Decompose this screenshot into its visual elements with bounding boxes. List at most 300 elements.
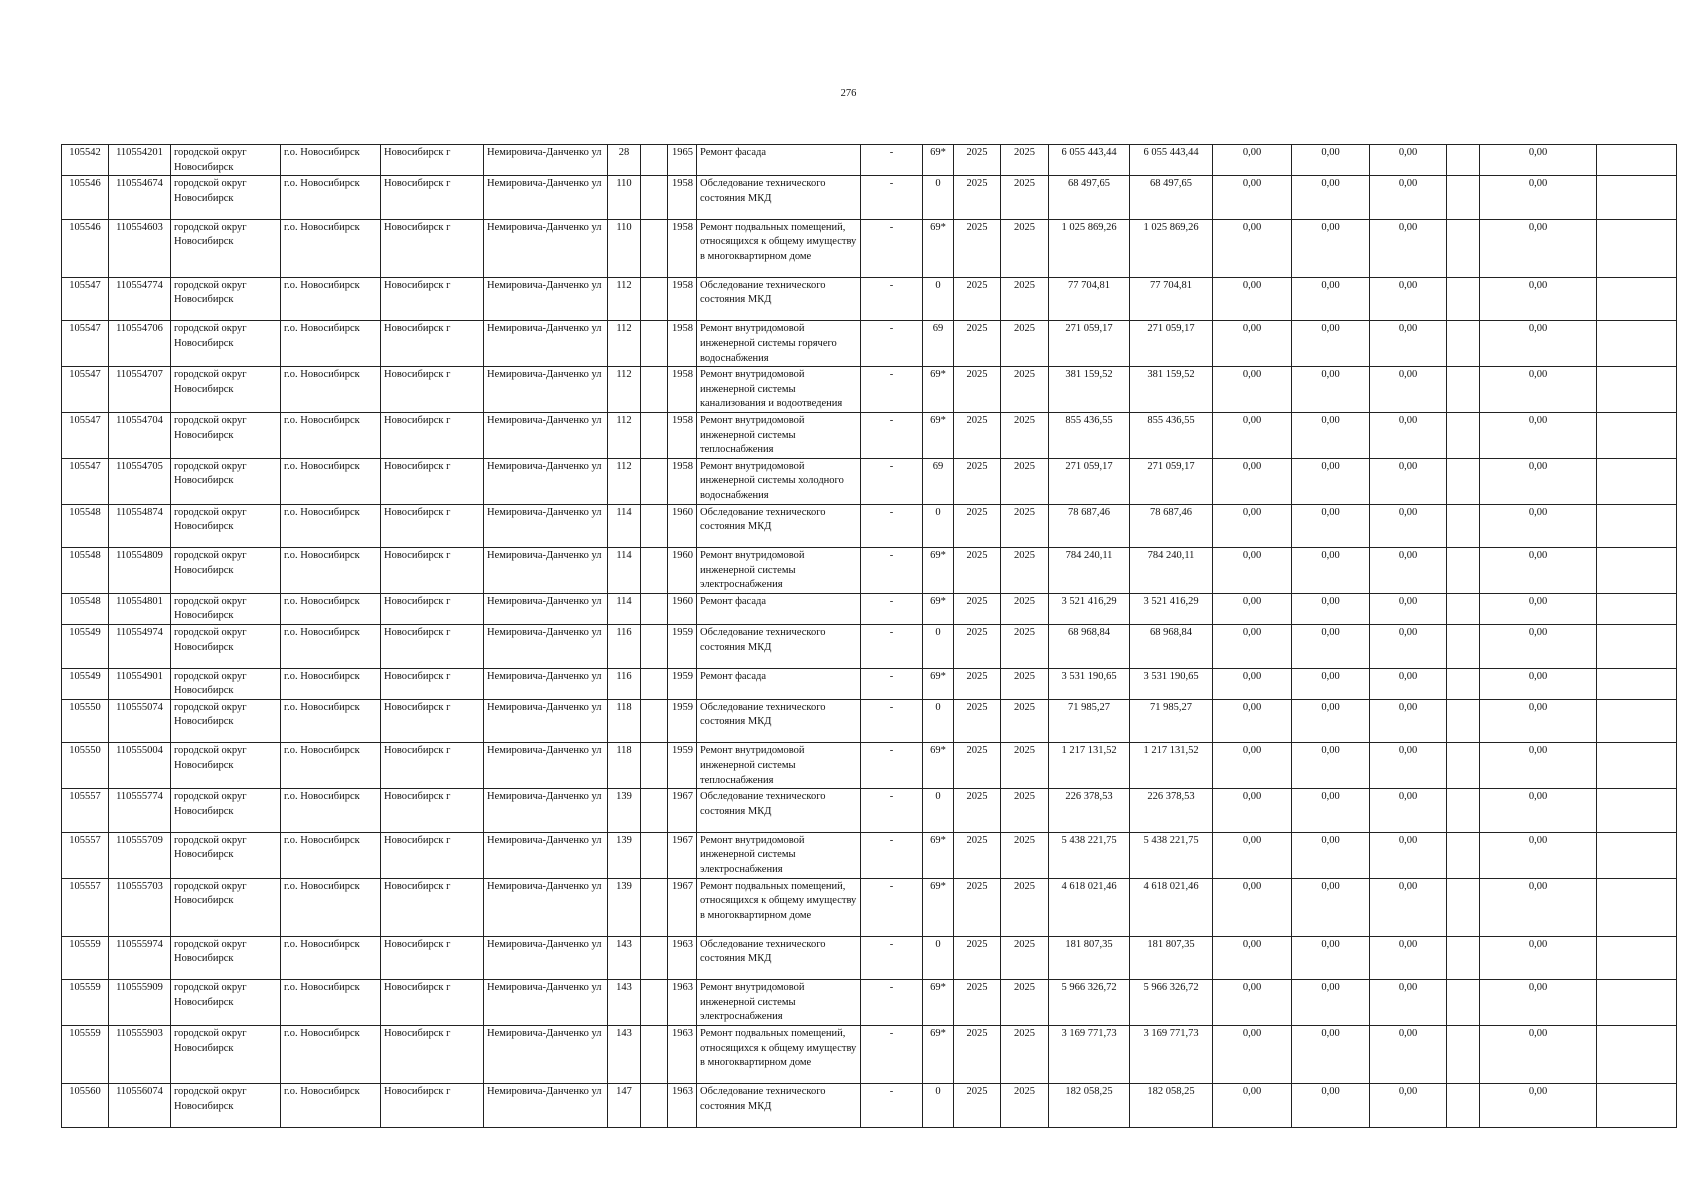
row-city: Новосибирск г [381, 145, 484, 176]
row-unit: - [861, 878, 923, 936]
row-value-2: 0,00 [1292, 412, 1370, 458]
row-street: Немировича-Данченко ул [484, 1025, 608, 1083]
row-id: 105547 [62, 412, 109, 458]
row-value-1: 0,00 [1213, 699, 1292, 743]
row-year-start: 2025 [954, 219, 1001, 277]
row-cost-total: 855 436,55 [1049, 412, 1130, 458]
row-value-6 [1597, 176, 1677, 220]
row-street: Немировича-Данченко ул [484, 277, 608, 321]
row-work-type: Ремонт подвальных помещений, относящихся к общему имуществу в многоквартирном доме [697, 1025, 861, 1083]
row-value-5: 0,00 [1480, 277, 1597, 321]
row-street: Немировича-Данченко ул [484, 1083, 608, 1127]
row-value-3: 0,00 [1370, 789, 1447, 833]
row-work-type: Ремонт фасада [697, 145, 861, 176]
row-id: 105547 [62, 277, 109, 321]
row-value-5: 0,00 [1480, 548, 1597, 594]
row-code: 110554201 [109, 145, 171, 176]
row-code: 110555974 [109, 936, 171, 980]
row-value-1: 0,00 [1213, 219, 1292, 277]
row-year-end: 2025 [1001, 878, 1049, 936]
row-unit: - [861, 668, 923, 699]
row-cost-total: 271 059,17 [1049, 321, 1130, 367]
row-value-5: 0,00 [1480, 367, 1597, 413]
row-value-6 [1597, 789, 1677, 833]
row-year-end: 2025 [1001, 145, 1049, 176]
row-city: Новосибирск г [381, 504, 484, 548]
row-house: 139 [608, 832, 641, 878]
row-id: 105549 [62, 625, 109, 669]
row-cost-total: 181 807,35 [1049, 936, 1130, 980]
row-year-end: 2025 [1001, 668, 1049, 699]
row-cost-regional: 4 618 021,46 [1130, 878, 1213, 936]
row-year-end: 2025 [1001, 743, 1049, 789]
row-value-4 [1447, 878, 1480, 936]
row-street: Немировича-Данченко ул [484, 321, 608, 367]
row-value-3: 0,00 [1370, 277, 1447, 321]
table-row [62, 593, 1677, 624]
row-value-2: 0,00 [1292, 219, 1370, 277]
row-okrug: г.о. Новосибирск [281, 878, 381, 936]
row-value-4 [1447, 176, 1480, 220]
row-year-start: 2025 [954, 277, 1001, 321]
row-building-letter [641, 980, 668, 1026]
row-city: Новосибирск г [381, 277, 484, 321]
row-value-1: 0,00 [1213, 1025, 1292, 1083]
row-city: Новосибирск г [381, 548, 484, 594]
row-id: 105559 [62, 980, 109, 1026]
row-building-letter [641, 789, 668, 833]
row-indicator: 69 [923, 458, 954, 504]
row-unit: - [861, 145, 923, 176]
row-id: 105557 [62, 878, 109, 936]
row-cost-regional: 182 058,25 [1130, 1083, 1213, 1127]
row-work-type: Обследование технического состояния МКД [697, 936, 861, 980]
row-work-type: Обследование технического состояния МКД [697, 504, 861, 548]
row-value-1: 0,00 [1213, 145, 1292, 176]
row-cost-regional: 271 059,17 [1130, 321, 1213, 367]
table-row [62, 625, 1677, 669]
row-cost-total: 78 687,46 [1049, 504, 1130, 548]
row-cost-total: 5 438 221,75 [1049, 832, 1130, 878]
row-value-1: 0,00 [1213, 367, 1292, 413]
row-code: 110554874 [109, 504, 171, 548]
row-building-letter [641, 625, 668, 669]
row-street: Немировича-Данченко ул [484, 789, 608, 833]
row-value-3: 0,00 [1370, 878, 1447, 936]
row-cost-regional: 226 378,53 [1130, 789, 1213, 833]
row-cost-total: 3 521 416,29 [1049, 593, 1130, 624]
row-street: Немировича-Данченко ул [484, 145, 608, 176]
row-municipality: городской округ Новосибирск [171, 936, 281, 980]
row-value-5: 0,00 [1480, 593, 1597, 624]
row-value-5: 0,00 [1480, 219, 1597, 277]
row-unit: - [861, 412, 923, 458]
row-value-6 [1597, 145, 1677, 176]
row-indicator: 69* [923, 145, 954, 176]
row-value-3: 0,00 [1370, 548, 1447, 594]
row-house: 112 [608, 277, 641, 321]
table-row [62, 277, 1677, 321]
row-year-start: 2025 [954, 504, 1001, 548]
row-work-type: Ремонт внутридомовой инженерной системы теплоснабжения [697, 412, 861, 458]
row-value-2: 0,00 [1292, 668, 1370, 699]
row-value-6 [1597, 219, 1677, 277]
row-id: 105542 [62, 145, 109, 176]
row-value-1: 0,00 [1213, 832, 1292, 878]
row-okrug: г.о. Новосибирск [281, 743, 381, 789]
row-value-1: 0,00 [1213, 277, 1292, 321]
row-cost-total: 1 217 131,52 [1049, 743, 1130, 789]
row-cost-total: 77 704,81 [1049, 277, 1130, 321]
row-value-3: 0,00 [1370, 458, 1447, 504]
row-year-end: 2025 [1001, 980, 1049, 1026]
row-cost-total: 3 531 190,65 [1049, 668, 1130, 699]
row-house: 110 [608, 176, 641, 220]
row-okrug: г.о. Новосибирск [281, 548, 381, 594]
row-cost-regional: 1 217 131,52 [1130, 743, 1213, 789]
table-row [62, 176, 1677, 220]
row-indicator: 0 [923, 699, 954, 743]
row-code: 110555004 [109, 743, 171, 789]
row-value-3: 0,00 [1370, 176, 1447, 220]
row-cost-regional: 181 807,35 [1130, 936, 1213, 980]
row-okrug: г.о. Новосибирск [281, 412, 381, 458]
row-municipality: городской округ Новосибирск [171, 699, 281, 743]
row-build-year: 1963 [668, 1025, 697, 1083]
row-value-2: 0,00 [1292, 145, 1370, 176]
row-id: 105546 [62, 176, 109, 220]
row-value-4 [1447, 412, 1480, 458]
row-value-4 [1447, 668, 1480, 699]
row-okrug: г.о. Новосибирск [281, 1025, 381, 1083]
row-building-letter [641, 277, 668, 321]
row-okrug: г.о. Новосибирск [281, 277, 381, 321]
row-value-4 [1447, 1083, 1480, 1127]
row-cost-regional: 271 059,17 [1130, 458, 1213, 504]
row-street: Немировича-Данченко ул [484, 548, 608, 594]
row-year-end: 2025 [1001, 367, 1049, 413]
row-value-5: 0,00 [1480, 832, 1597, 878]
row-build-year: 1960 [668, 593, 697, 624]
row-code: 110555074 [109, 699, 171, 743]
row-unit: - [861, 458, 923, 504]
row-cost-regional: 381 159,52 [1130, 367, 1213, 413]
row-street: Немировича-Данченко ул [484, 458, 608, 504]
row-building-letter [641, 668, 668, 699]
row-value-3: 0,00 [1370, 504, 1447, 548]
row-value-3: 0,00 [1370, 625, 1447, 669]
row-work-type: Ремонт внутридомовой инженерной системы канализования и водоотведения [697, 367, 861, 413]
row-value-1: 0,00 [1213, 504, 1292, 548]
row-street: Немировича-Данченко ул [484, 980, 608, 1026]
row-work-type: Ремонт фасада [697, 593, 861, 624]
row-value-5: 0,00 [1480, 321, 1597, 367]
row-cost-total: 4 618 021,46 [1049, 878, 1130, 936]
row-okrug: г.о. Новосибирск [281, 367, 381, 413]
row-value-6 [1597, 936, 1677, 980]
row-unit: - [861, 504, 923, 548]
row-value-4 [1447, 593, 1480, 624]
row-build-year: 1960 [668, 504, 697, 548]
row-value-4 [1447, 699, 1480, 743]
row-city: Новосибирск г [381, 412, 484, 458]
row-value-5: 0,00 [1480, 412, 1597, 458]
row-value-2: 0,00 [1292, 980, 1370, 1026]
page-number: 276 [840, 88, 857, 99]
row-code: 110555709 [109, 832, 171, 878]
table-row [62, 548, 1677, 594]
row-municipality: городской округ Новосибирск [171, 668, 281, 699]
row-year-start: 2025 [954, 176, 1001, 220]
row-value-1: 0,00 [1213, 789, 1292, 833]
table-row [62, 321, 1677, 367]
row-value-2: 0,00 [1292, 593, 1370, 624]
row-value-2: 0,00 [1292, 625, 1370, 669]
row-cost-regional: 3 521 416,29 [1130, 593, 1213, 624]
row-work-type: Ремонт внутридомовой инженерной системы электроснабжения [697, 832, 861, 878]
row-indicator: 0 [923, 504, 954, 548]
row-unit: - [861, 789, 923, 833]
row-value-1: 0,00 [1213, 668, 1292, 699]
row-house: 112 [608, 321, 641, 367]
row-build-year: 1967 [668, 789, 697, 833]
row-code: 110554674 [109, 176, 171, 220]
row-okrug: г.о. Новосибирск [281, 504, 381, 548]
row-value-3: 0,00 [1370, 743, 1447, 789]
row-okrug: г.о. Новосибирск [281, 936, 381, 980]
row-house: 112 [608, 458, 641, 504]
row-value-5: 0,00 [1480, 789, 1597, 833]
row-unit: - [861, 1025, 923, 1083]
row-build-year: 1958 [668, 412, 697, 458]
row-year-end: 2025 [1001, 1083, 1049, 1127]
row-cost-regional: 71 985,27 [1130, 699, 1213, 743]
row-building-letter [641, 1025, 668, 1083]
row-year-start: 2025 [954, 625, 1001, 669]
row-okrug: г.о. Новосибирск [281, 321, 381, 367]
row-value-1: 0,00 [1213, 321, 1292, 367]
row-value-5: 0,00 [1480, 176, 1597, 220]
row-value-6 [1597, 504, 1677, 548]
row-value-6 [1597, 367, 1677, 413]
row-value-6 [1597, 668, 1677, 699]
row-id: 105549 [62, 668, 109, 699]
row-work-type: Ремонт внутридомовой инженерной системы электроснабжения [697, 548, 861, 594]
row-value-3: 0,00 [1370, 832, 1447, 878]
table-row [62, 219, 1677, 277]
row-code: 110554704 [109, 412, 171, 458]
row-cost-total: 381 159,52 [1049, 367, 1130, 413]
row-value-5: 0,00 [1480, 1025, 1597, 1083]
row-value-4 [1447, 936, 1480, 980]
row-build-year: 1959 [668, 625, 697, 669]
row-street: Немировича-Данченко ул [484, 832, 608, 878]
row-code: 110554774 [109, 277, 171, 321]
row-value-2: 0,00 [1292, 458, 1370, 504]
row-cost-regional: 3 169 771,73 [1130, 1025, 1213, 1083]
table-row [62, 367, 1677, 413]
row-work-type: Обследование технического состояния МКД [697, 789, 861, 833]
row-city: Новосибирск г [381, 936, 484, 980]
row-cost-regional: 78 687,46 [1130, 504, 1213, 548]
row-unit: - [861, 743, 923, 789]
row-build-year: 1960 [668, 548, 697, 594]
row-indicator: 0 [923, 936, 954, 980]
row-value-1: 0,00 [1213, 548, 1292, 594]
row-value-4 [1447, 1025, 1480, 1083]
row-okrug: г.о. Новосибирск [281, 145, 381, 176]
row-city: Новосибирск г [381, 219, 484, 277]
row-cost-total: 784 240,11 [1049, 548, 1130, 594]
row-code: 110554603 [109, 219, 171, 277]
row-year-end: 2025 [1001, 593, 1049, 624]
row-id: 105559 [62, 936, 109, 980]
row-code: 110555703 [109, 878, 171, 936]
row-indicator: 69* [923, 593, 954, 624]
row-house: 114 [608, 548, 641, 594]
table-row [62, 789, 1677, 833]
row-year-end: 2025 [1001, 1025, 1049, 1083]
row-cost-total: 3 169 771,73 [1049, 1025, 1130, 1083]
row-value-3: 0,00 [1370, 1025, 1447, 1083]
row-street: Немировича-Данченко ул [484, 668, 608, 699]
row-municipality: городской округ Новосибирск [171, 145, 281, 176]
table-row [62, 878, 1677, 936]
row-okrug: г.о. Новосибирск [281, 668, 381, 699]
row-municipality: городской округ Новосибирск [171, 625, 281, 669]
row-value-1: 0,00 [1213, 743, 1292, 789]
row-year-start: 2025 [954, 668, 1001, 699]
row-id: 105557 [62, 832, 109, 878]
row-building-letter [641, 367, 668, 413]
row-street: Немировича-Данченко ул [484, 367, 608, 413]
row-value-3: 0,00 [1370, 1083, 1447, 1127]
row-house: 116 [608, 668, 641, 699]
row-okrug: г.о. Новосибирск [281, 789, 381, 833]
row-cost-regional: 6 055 443,44 [1130, 145, 1213, 176]
row-city: Новосибирск г [381, 1083, 484, 1127]
row-street: Немировича-Данченко ул [484, 593, 608, 624]
row-municipality: городской округ Новосибирск [171, 878, 281, 936]
row-value-3: 0,00 [1370, 145, 1447, 176]
row-building-letter [641, 548, 668, 594]
row-year-end: 2025 [1001, 548, 1049, 594]
row-value-3: 0,00 [1370, 219, 1447, 277]
row-cost-total: 182 058,25 [1049, 1083, 1130, 1127]
row-code: 110555903 [109, 1025, 171, 1083]
row-municipality: городской округ Новосибирск [171, 832, 281, 878]
row-year-end: 2025 [1001, 321, 1049, 367]
row-indicator: 69* [923, 668, 954, 699]
row-municipality: городской округ Новосибирск [171, 219, 281, 277]
row-house: 143 [608, 936, 641, 980]
row-municipality: городской округ Новосибирск [171, 980, 281, 1026]
row-street: Немировича-Данченко ул [484, 743, 608, 789]
row-year-end: 2025 [1001, 458, 1049, 504]
row-building-letter [641, 219, 668, 277]
row-value-5: 0,00 [1480, 878, 1597, 936]
row-id: 105547 [62, 458, 109, 504]
row-okrug: г.о. Новосибирск [281, 625, 381, 669]
row-building-letter [641, 699, 668, 743]
row-cost-total: 226 378,53 [1049, 789, 1130, 833]
row-cost-regional: 1 025 869,26 [1130, 219, 1213, 277]
row-unit: - [861, 277, 923, 321]
row-indicator: 69* [923, 219, 954, 277]
row-unit: - [861, 980, 923, 1026]
row-work-type: Ремонт подвальных помещений, относящихся к общему имуществу в многоквартирном доме [697, 219, 861, 277]
row-indicator: 69* [923, 548, 954, 594]
row-cost-regional: 77 704,81 [1130, 277, 1213, 321]
row-value-5: 0,00 [1480, 458, 1597, 504]
row-value-6 [1597, 878, 1677, 936]
row-value-1: 0,00 [1213, 1083, 1292, 1127]
row-indicator: 69* [923, 743, 954, 789]
row-id: 105550 [62, 743, 109, 789]
row-indicator: 0 [923, 176, 954, 220]
row-city: Новосибирск г [381, 832, 484, 878]
row-street: Немировича-Данченко ул [484, 625, 608, 669]
row-cost-regional: 68 968,84 [1130, 625, 1213, 669]
row-house: 139 [608, 789, 641, 833]
row-value-2: 0,00 [1292, 878, 1370, 936]
row-value-3: 0,00 [1370, 936, 1447, 980]
row-year-start: 2025 [954, 789, 1001, 833]
row-id: 105550 [62, 699, 109, 743]
row-year-end: 2025 [1001, 789, 1049, 833]
row-value-1: 0,00 [1213, 176, 1292, 220]
row-value-5: 0,00 [1480, 668, 1597, 699]
row-unit: - [861, 367, 923, 413]
row-build-year: 1967 [668, 878, 697, 936]
row-year-end: 2025 [1001, 412, 1049, 458]
row-value-5: 0,00 [1480, 145, 1597, 176]
row-house: 118 [608, 743, 641, 789]
row-year-end: 2025 [1001, 699, 1049, 743]
row-cost-total: 5 966 326,72 [1049, 980, 1130, 1026]
row-city: Новосибирск г [381, 625, 484, 669]
row-house: 114 [608, 593, 641, 624]
row-cost-total: 271 059,17 [1049, 458, 1130, 504]
table-row [62, 743, 1677, 789]
row-value-6 [1597, 625, 1677, 669]
row-year-end: 2025 [1001, 277, 1049, 321]
row-indicator: 69* [923, 980, 954, 1026]
row-work-type: Ремонт внутридомовой инженерной системы горячего водоснабжения [697, 321, 861, 367]
row-municipality: городской округ Новосибирск [171, 321, 281, 367]
row-value-6 [1597, 277, 1677, 321]
row-city: Новосибирск г [381, 1025, 484, 1083]
row-street: Немировича-Данченко ул [484, 504, 608, 548]
row-build-year: 1963 [668, 936, 697, 980]
row-building-letter [641, 593, 668, 624]
row-city: Новосибирск г [381, 980, 484, 1026]
row-value-4 [1447, 321, 1480, 367]
row-id: 105548 [62, 504, 109, 548]
row-value-4 [1447, 743, 1480, 789]
row-indicator: 0 [923, 277, 954, 321]
row-building-letter [641, 743, 668, 789]
row-unit: - [861, 219, 923, 277]
row-house: 112 [608, 367, 641, 413]
row-unit: - [861, 321, 923, 367]
row-house: 143 [608, 980, 641, 1026]
row-year-end: 2025 [1001, 936, 1049, 980]
row-indicator: 69 [923, 321, 954, 367]
row-work-type: Ремонт фасада [697, 668, 861, 699]
row-city: Новосибирск г [381, 699, 484, 743]
row-value-5: 0,00 [1480, 625, 1597, 669]
